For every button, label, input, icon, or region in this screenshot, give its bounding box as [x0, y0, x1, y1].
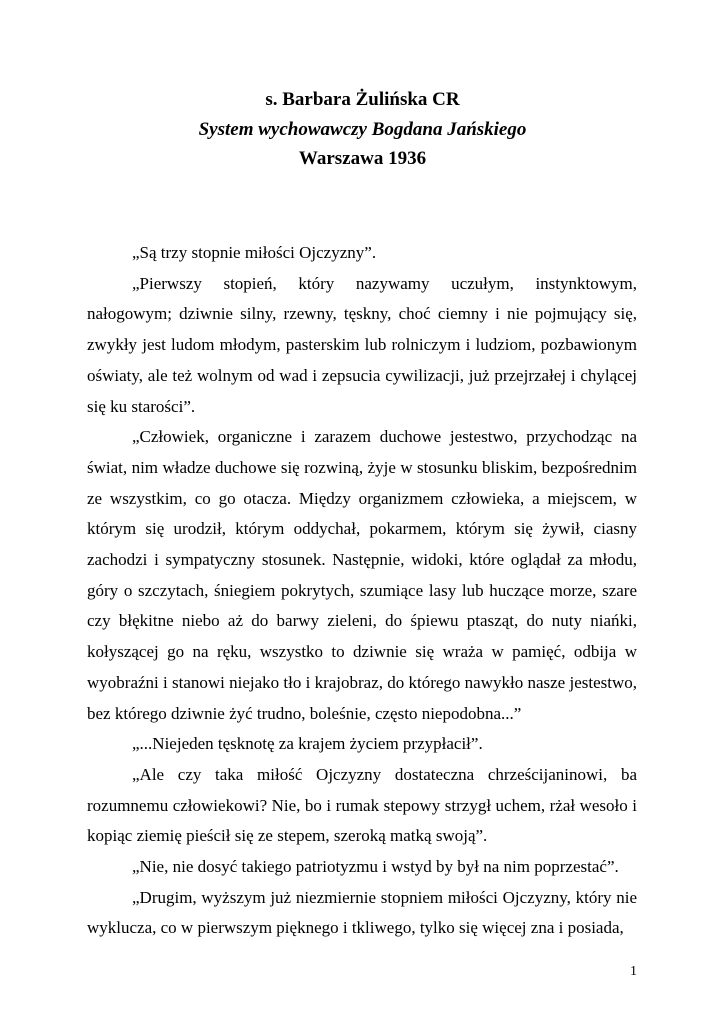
paragraph: „Człowiek, organiczne i zarazem duchowe jestestwo, przychodząc na świat, nim władze duchowe się rozwiną, żyje w stosunku bliskim, bezpośrednim ze wszystkim, co go otacza. Między organizmem człowieka, a miejscem, w którym się urodził, którym oddychał, pokarmem, którym się żywił, ciasny zachodzi i sympatyczny stosunek. Następnie, widoki, które oglądał za młodu, góry o szczytach, śniegiem pokrytych, szumiące lasy lub huczące morze, szare czy błękitne niebo aż do barwy zieleni, do śpiewu ptasząt, do nuty niańki, kołyszącej go na ręku, wszystko to dziwnie się wraża w pamięć, odbija w wyobraźni i stanowi niejako tło i krajobraz, do którego nawykło nasze jestestwo, bez którego dziwnie żyć trudno, boleśnie, często niepodobna...” [87, 427, 637, 723]
paragraph: „Ale czy taka miłość Ojczyzny dostateczna chrześcijaninowi, ba rozumnemu człowiekowi? Nie, bo i rumak stepowy strzygł uchem, rżał wesoło i kopiąc ziemię pieścił się ze stepem, szeroką matką swoją”. [87, 764, 637, 846]
paragraph: „...Niejeden tęsknotę za krajem życiem przypłacił”. [132, 734, 483, 754]
page-number: 1 [630, 964, 637, 979]
paragraph: „Pierwszy stopień, który nazywamy uczułym, instynktowym, nałogowym; dziwnie silny, rzewny, tęskny, choć ciemny i nie pojmujący się, zwykły jest ludom młodym, pasterskim lub rolniczym i ludziom, pozbawionym oświaty, ale też wolnym od wad i zepsucia cywilizacji, już przejrzałej i chylącej się ku starości”. [87, 273, 637, 416]
document-title: System wychowawczy Bogdana Jańskiego [198, 118, 527, 140]
author-line: s. Barbara Żulińska CR [265, 89, 460, 110]
body-text [87, 238, 637, 944]
paragraph: „Są trzy stopnie miłości Ojczyzny”. [132, 243, 377, 262]
document-header [0, 85, 725, 174]
paragraph: „Drugim, wyższym już niezmiernie stopniem miłości Ojczyzny, który nie wyklucza, co w pierwszym pięknego i tkliwego, tylko się więcej zna i posiada, [87, 887, 637, 938]
paragraph: „Nie, nie dosyć takiego patriotyzmu i wstyd by był na nim poprzestać”. [132, 857, 619, 877]
place-year-line: Warszawa 1936 [298, 148, 427, 169]
